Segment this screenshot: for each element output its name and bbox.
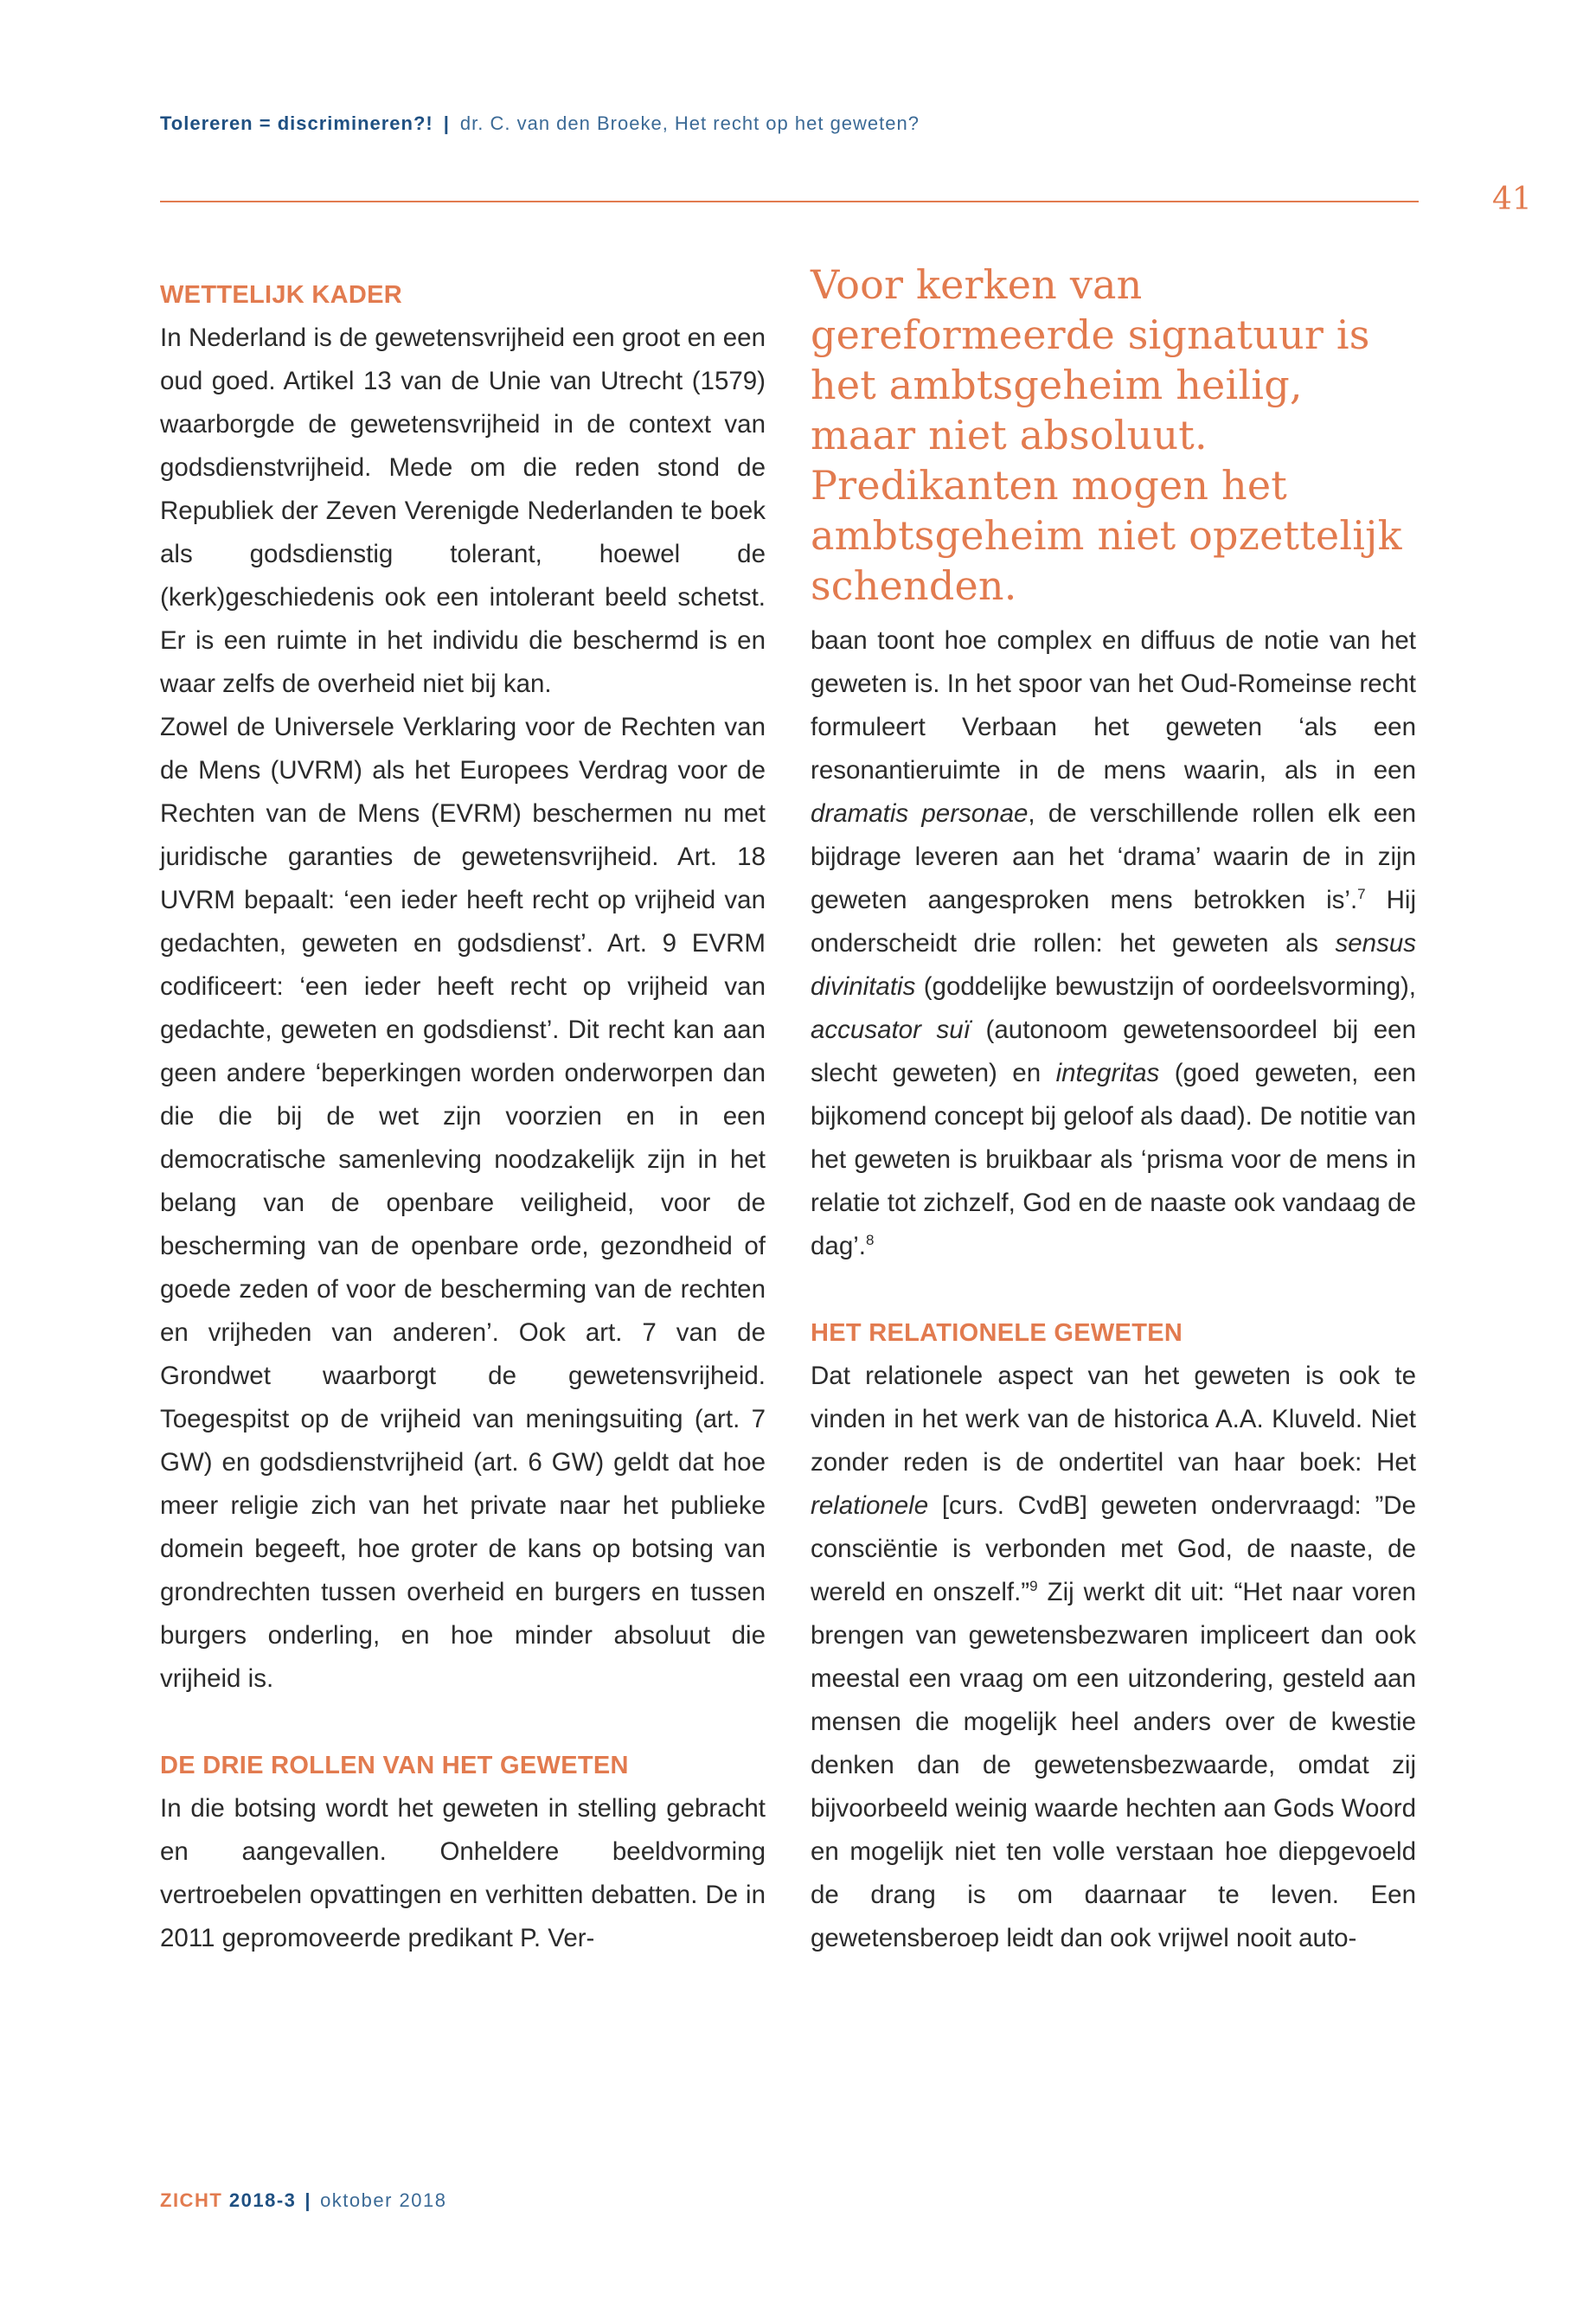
left-column bbox=[160, 273, 766, 1960]
text-run: baan toont hoe complex en diffuus de notie van het geweten is. In het spoor van het Oud-Romeinse recht formuleert Verbaan het geweten ‘als een resonantieruimte in de mens waarin, als in een bbox=[811, 626, 1416, 785]
paragraph: In Nederland is de gewetensvrijheid een groot en een oud goed. Artikel 13 van de Unie van Utrecht (1579) waarborgde de gewetensvrijheid in de context van godsdienstvrijheid. Mede om die reden stond de Republiek der Zeven Verenigde Nederlanden te boek als godsdienstig tolerant, hoewel de (kerk)geschiedenis ook een intolerant beeld schetst. Er is een ruimte in het individu die beschermd is en waar zelfs de overheid niet bij kan. bbox=[160, 324, 766, 698]
header-separator: | bbox=[443, 112, 450, 134]
section-heading-wettelijk-kader: WETTELIJK KADER bbox=[160, 281, 402, 309]
footnote-ref: 8 bbox=[865, 1232, 875, 1249]
running-header bbox=[160, 112, 920, 135]
text-run: [curs. CvdB] geweten ondervraagd: ”De consciëntie is verbonden met God, de naaste, de wereld en onszelf.” bbox=[811, 1491, 1416, 1606]
right-column bbox=[811, 619, 1416, 1960]
italic-term: dramatis personae bbox=[811, 799, 1029, 828]
text-run: Zij werkt dit uit: “Het naar voren brengen van gewetensbezwaren impliceert dan ook meestal een vraag om een uitzondering, gesteld aan mensen die mogelijk heel anders over de kwestie denken dan de gewetensbezwaarde, omdat zij bijvoorbeeld weinig waarde hechten aan Gods Woord en mogelijk niet ten volle verstaan hoe diepgevoeld de drang is om daarnaar te leven. Een gewetensberoep leidt dan ook vrijwel nooit auto- bbox=[811, 1578, 1416, 1952]
paragraph: In die botsing wordt het geweten in stelling gebracht en aangevallen. Onheldere beeldvorming vertroebelen opvattingen en verhitten debatten. De in 2011 gepromoveerde predikant P. Ver- bbox=[160, 1794, 766, 1952]
italic-term: integritas bbox=[1055, 1059, 1160, 1087]
header-rule bbox=[160, 201, 1419, 202]
paragraph bbox=[811, 619, 1416, 1268]
italic-term: accusator suï bbox=[811, 1016, 971, 1044]
header-author-title: dr. C. van den Broeke, Het recht op het geweten? bbox=[459, 112, 920, 134]
running-footer bbox=[160, 2189, 447, 2212]
text-run: (goed geweten, een bijkomend concept bij geloof als daad). De notitie van het geweten is bruikbaar als ‘prisma voor de mens in relatie tot zichzelf, God en de naaste ook vandaag de dag’. bbox=[811, 1059, 1416, 1260]
text-run: Dat relationele aspect van het geweten is ook te vinden in het werk van de historica A.A. Kluveld. Niet zonder reden is de ondertitel van haar boek: Het bbox=[811, 1362, 1416, 1477]
header-series-title: Tolereren = discrimineren?! bbox=[160, 112, 433, 134]
footer-date: oktober 2018 bbox=[320, 2189, 447, 2211]
footer-separator: | bbox=[304, 2189, 312, 2211]
spacer bbox=[160, 1701, 766, 1744]
pull-quote: Voor kerken van gereformeerde signatuur is het ambtsgeheim heilig, maar niet absoluut. Predikanten mogen het ambtsgeheim niet opzettelijk schenden. bbox=[811, 261, 1402, 609]
paragraph bbox=[811, 1355, 1416, 1960]
text-run: Hij onderscheidt drie rollen: het geweten als bbox=[811, 886, 1417, 958]
section-heading-relationele-geweten: HET RELATIONELE GEWETEN bbox=[811, 1319, 1183, 1347]
page-number: 41 bbox=[1492, 182, 1532, 217]
text-run: , de verschillende rollen elk een bijdrage leveren aan het ‘drama’ waarin de in zijn geweten aangesproken mens betrokken is’. bbox=[811, 799, 1417, 914]
pull-quote-block bbox=[811, 260, 1416, 611]
footnote-ref: 9 bbox=[1029, 1578, 1038, 1595]
footer-issue: 2018-3 bbox=[228, 2189, 297, 2211]
footnote-ref: 7 bbox=[1357, 886, 1366, 903]
italic-term: relationele bbox=[811, 1491, 929, 1520]
text-run: (autonoom gewetensoordeel bij een slecht geweten) en bbox=[811, 1016, 1416, 1087]
italic-term: sensus divinitatis bbox=[811, 929, 1416, 1001]
footer-magazine: ZICHT bbox=[160, 2189, 223, 2211]
text-run: (goddelijke bewustzijn of oordeelsvorming), bbox=[915, 972, 1416, 1001]
section-heading-drie-rollen: DE DRIE ROLLEN VAN HET GEWETEN bbox=[160, 1752, 629, 1779]
paragraph: Zowel de Universele Verklaring voor de Rechten van de Mens (UVRM) als het Europees Verdrag voor de Rechten van de Mens (EVRM) beschermen nu met juridische garanties de gewetensvrijheid. Art. 18 UVRM bepaalt: ‘een ieder heeft recht op vrijheid van gedachten, geweten en godsdienst’. Art. 9 EVRM codificeert: ‘een ieder heeft recht op vrijheid van gedachte, geweten en godsdienst’. Dit recht kan aan geen andere ‘beperkingen worden onderworpen dan die die bij de wet zijn voorzien en in een democratische samenleving noodzakelijk zijn in het belang van de openbare veiligheid, voor de bescherming van de openbare orde, gezondheid of goede zeden of voor de bescherming van de rechten en vrijheden van anderen’. Ook art. 7 van de Grondwet waarborgt de gewetensvrijheid. Toegespitst op de vrijheid van meningsuiting (art. 7 GW) en godsdienstvrijheid (art. 6 GW) geldt dat hoe meer religie zich van het private naar het publieke domein begeeft, hoe groter de kans op botsing van grondrechten tussen overheid en burgers en tussen burgers onderling, en hoe minder absoluut die vrijheid is. bbox=[160, 713, 766, 1693]
spacer bbox=[811, 1268, 1416, 1311]
